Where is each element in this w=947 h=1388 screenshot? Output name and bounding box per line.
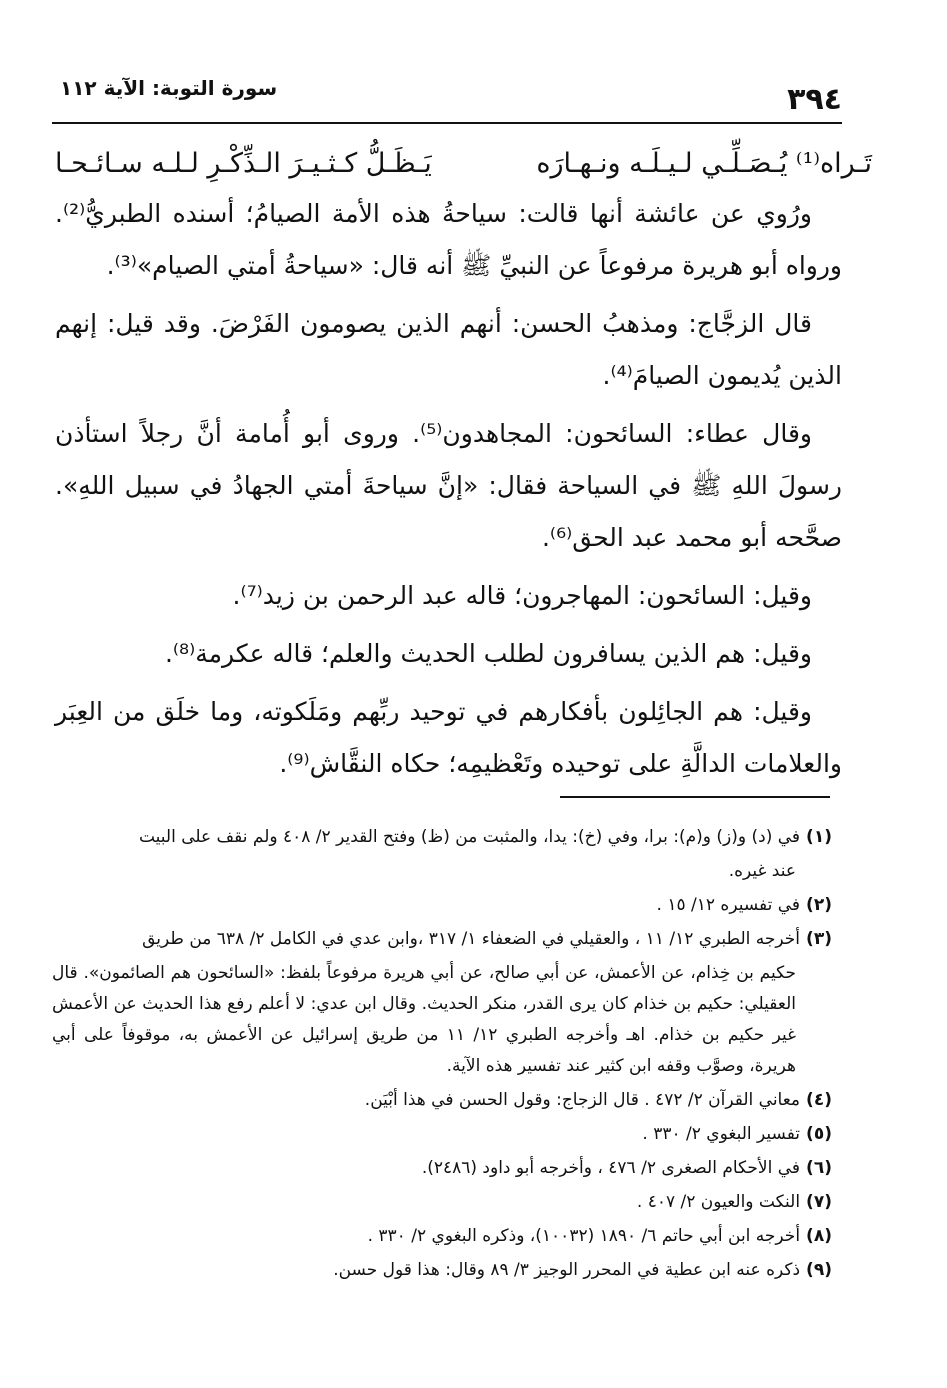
footnote <box>52 1085 832 1116</box>
footnote <box>52 822 832 853</box>
footnote <box>52 890 832 921</box>
paragraph-ata: وقال عطاء: السائحون: المجاهدون⁽⁵⁾. وروى أبو أُمامة أنَّ رجلاً استأذن رسولَ اللهِ ﷺ في السياحة فقال: «إنَّ سياحةَ أمتي الجهادُ في سبيل اللهِ». صحَّحه أبو محمد عبد الحق⁽⁶⁾. <box>55 419 842 552</box>
footnote <box>52 1187 832 1218</box>
footnote-text: في تفسيره ١٢/ ١٥ . <box>656 895 801 915</box>
footnote-number: (٤) <box>806 1090 832 1110</box>
page-header <box>52 72 842 124</box>
footnote-text: في (د) و(ز) و(م): برا، وفي (خ): يدا، والمثبت من (ظ) وفتح القدير ٢/ ٤٠٨ ولم نقف على البيت <box>138 827 801 847</box>
footnote-continuation: حكيم بن خِذام، عن الأعمش، عن أبي صالح، عن أبي هريرة مرفوعاً بلفظ: «السائحون هم الصائمون». قال العقيلي: حكيم بن خذام كان يرى القدر، منكر الحديث. وقال ابن عدي: لا أعلم رفع هذا الحديث عن الأعمش غير حكيم بن خذام. اهـ وأخرجه الطبري ١٢/ ١١ من طريق إسرائيل عن الأعمش به، موقوفاً على أبي هريرة، وصوَّب وقفه ابن كثير عند تفسير هذه الآية. <box>52 963 796 1076</box>
running-title: سورة التوبة: الآية ١١٢ <box>60 76 278 100</box>
footnote-number: (٢) <box>806 895 832 915</box>
paragraph-aisha: ورُوي عن عائشة أنها قالت: سياحةُ هذه الأمة الصيامُ؛ أسنده الطبريُّ⁽²⁾. ورواه أبو هريرة مرفوعاً عن النبيِّ ﷺ أنه قال: «سياحةُ أمتي الصيام»⁽³⁾. <box>55 199 842 280</box>
footnote-number: (٨) <box>806 1226 832 1246</box>
main-text <box>55 140 872 790</box>
footnote-number: (٧) <box>806 1192 832 1212</box>
footnote-separator <box>560 796 830 798</box>
footnote-text: معاني القرآن ٢/ ٤٧٢ . قال الزجاج: وقول الحسن في هذا أبْيَن. <box>364 1090 801 1110</box>
verse-hemistich-right: تَـراه⁽¹⁾ يُـصَـلِّـي لـيـلَـه ونـهـارَه <box>536 148 872 179</box>
footnote-text: تفسير البغوي ٢/ ٣٣٠ . <box>642 1124 801 1144</box>
footnote <box>52 924 832 955</box>
footnote <box>52 1153 832 1184</box>
footnote <box>52 1221 832 1252</box>
footnote-text: أخرجه الطبري ١٢/ ١١ ، والعقيلي في الضعفاء ١/ ٣١٧ ،وابن عدي في الكامل ٢/ ٦٣٨ من طريق <box>142 929 801 949</box>
footnote-number: (٩) <box>806 1260 832 1280</box>
footnote-text: النكت والعيون ٢/ ٤٠٧ . <box>636 1192 801 1212</box>
footnote-text: أخرجه ابن أبي حاتم ٦/ ١٨٩٠ (١٠٠٣٢)، وذكره البغوي ٢/ ٣٣٠ . <box>367 1226 801 1246</box>
footnote-number: (٦) <box>806 1158 832 1178</box>
paragraph-ikrima: وقيل: هم الذين يسافرون لطلب الحديث والعلم؛ قاله عكرمة⁽⁸⁾. <box>164 639 812 668</box>
footnote-text: ذكره عنه ابن عطية في المحرر الوجيز ٣/ ٨٩ وقال: هذا قول حسن. <box>333 1260 801 1280</box>
footnote <box>52 1119 832 1150</box>
footnote-number: (١) <box>806 827 832 847</box>
footnote-text: في الأحكام الصغرى ٢/ ٤٧٦ ، وأخرجه أبو داود (٢٤٨٦). <box>421 1158 801 1178</box>
footnote-continuation: عند غيره. <box>728 861 796 881</box>
paragraph-muhajirun: وقيل: السائحون: المهاجرون؛ قاله عبد الرحمن بن زيد⁽⁷⁾. <box>232 581 812 610</box>
page-number: ٣٩٤ <box>787 82 842 117</box>
poetry-verse <box>55 140 872 188</box>
footnotes <box>52 822 832 1289</box>
footnote-number: (٥) <box>806 1124 832 1144</box>
verse-hemistich-left: يَـظَـلُّ كـثـيـرَ الـذِّكْـرِ لـلـه سـائـحـا <box>55 148 432 179</box>
footnote-number: (٣) <box>806 929 832 949</box>
footnote <box>52 1255 832 1286</box>
paragraph-naqqash: وقيل: هم الجائِلون بأفكارهم في توحيد ربِّهم ومَلَكوته، وما خلَق من العِبَر والعلامات الدالَّةِ على توحيده وتَعْظيمِه؛ حكاه النقَّاش⁽⁹⁾. <box>55 697 842 778</box>
paragraph-zajjaj: قال الزجَّاج: ومذهبُ الحسن: أنهم الذين يصومون الفَرْضَ. وقد قيل: إنهم الذين يُديمون الصيامَ⁽⁴⁾. <box>55 309 842 390</box>
